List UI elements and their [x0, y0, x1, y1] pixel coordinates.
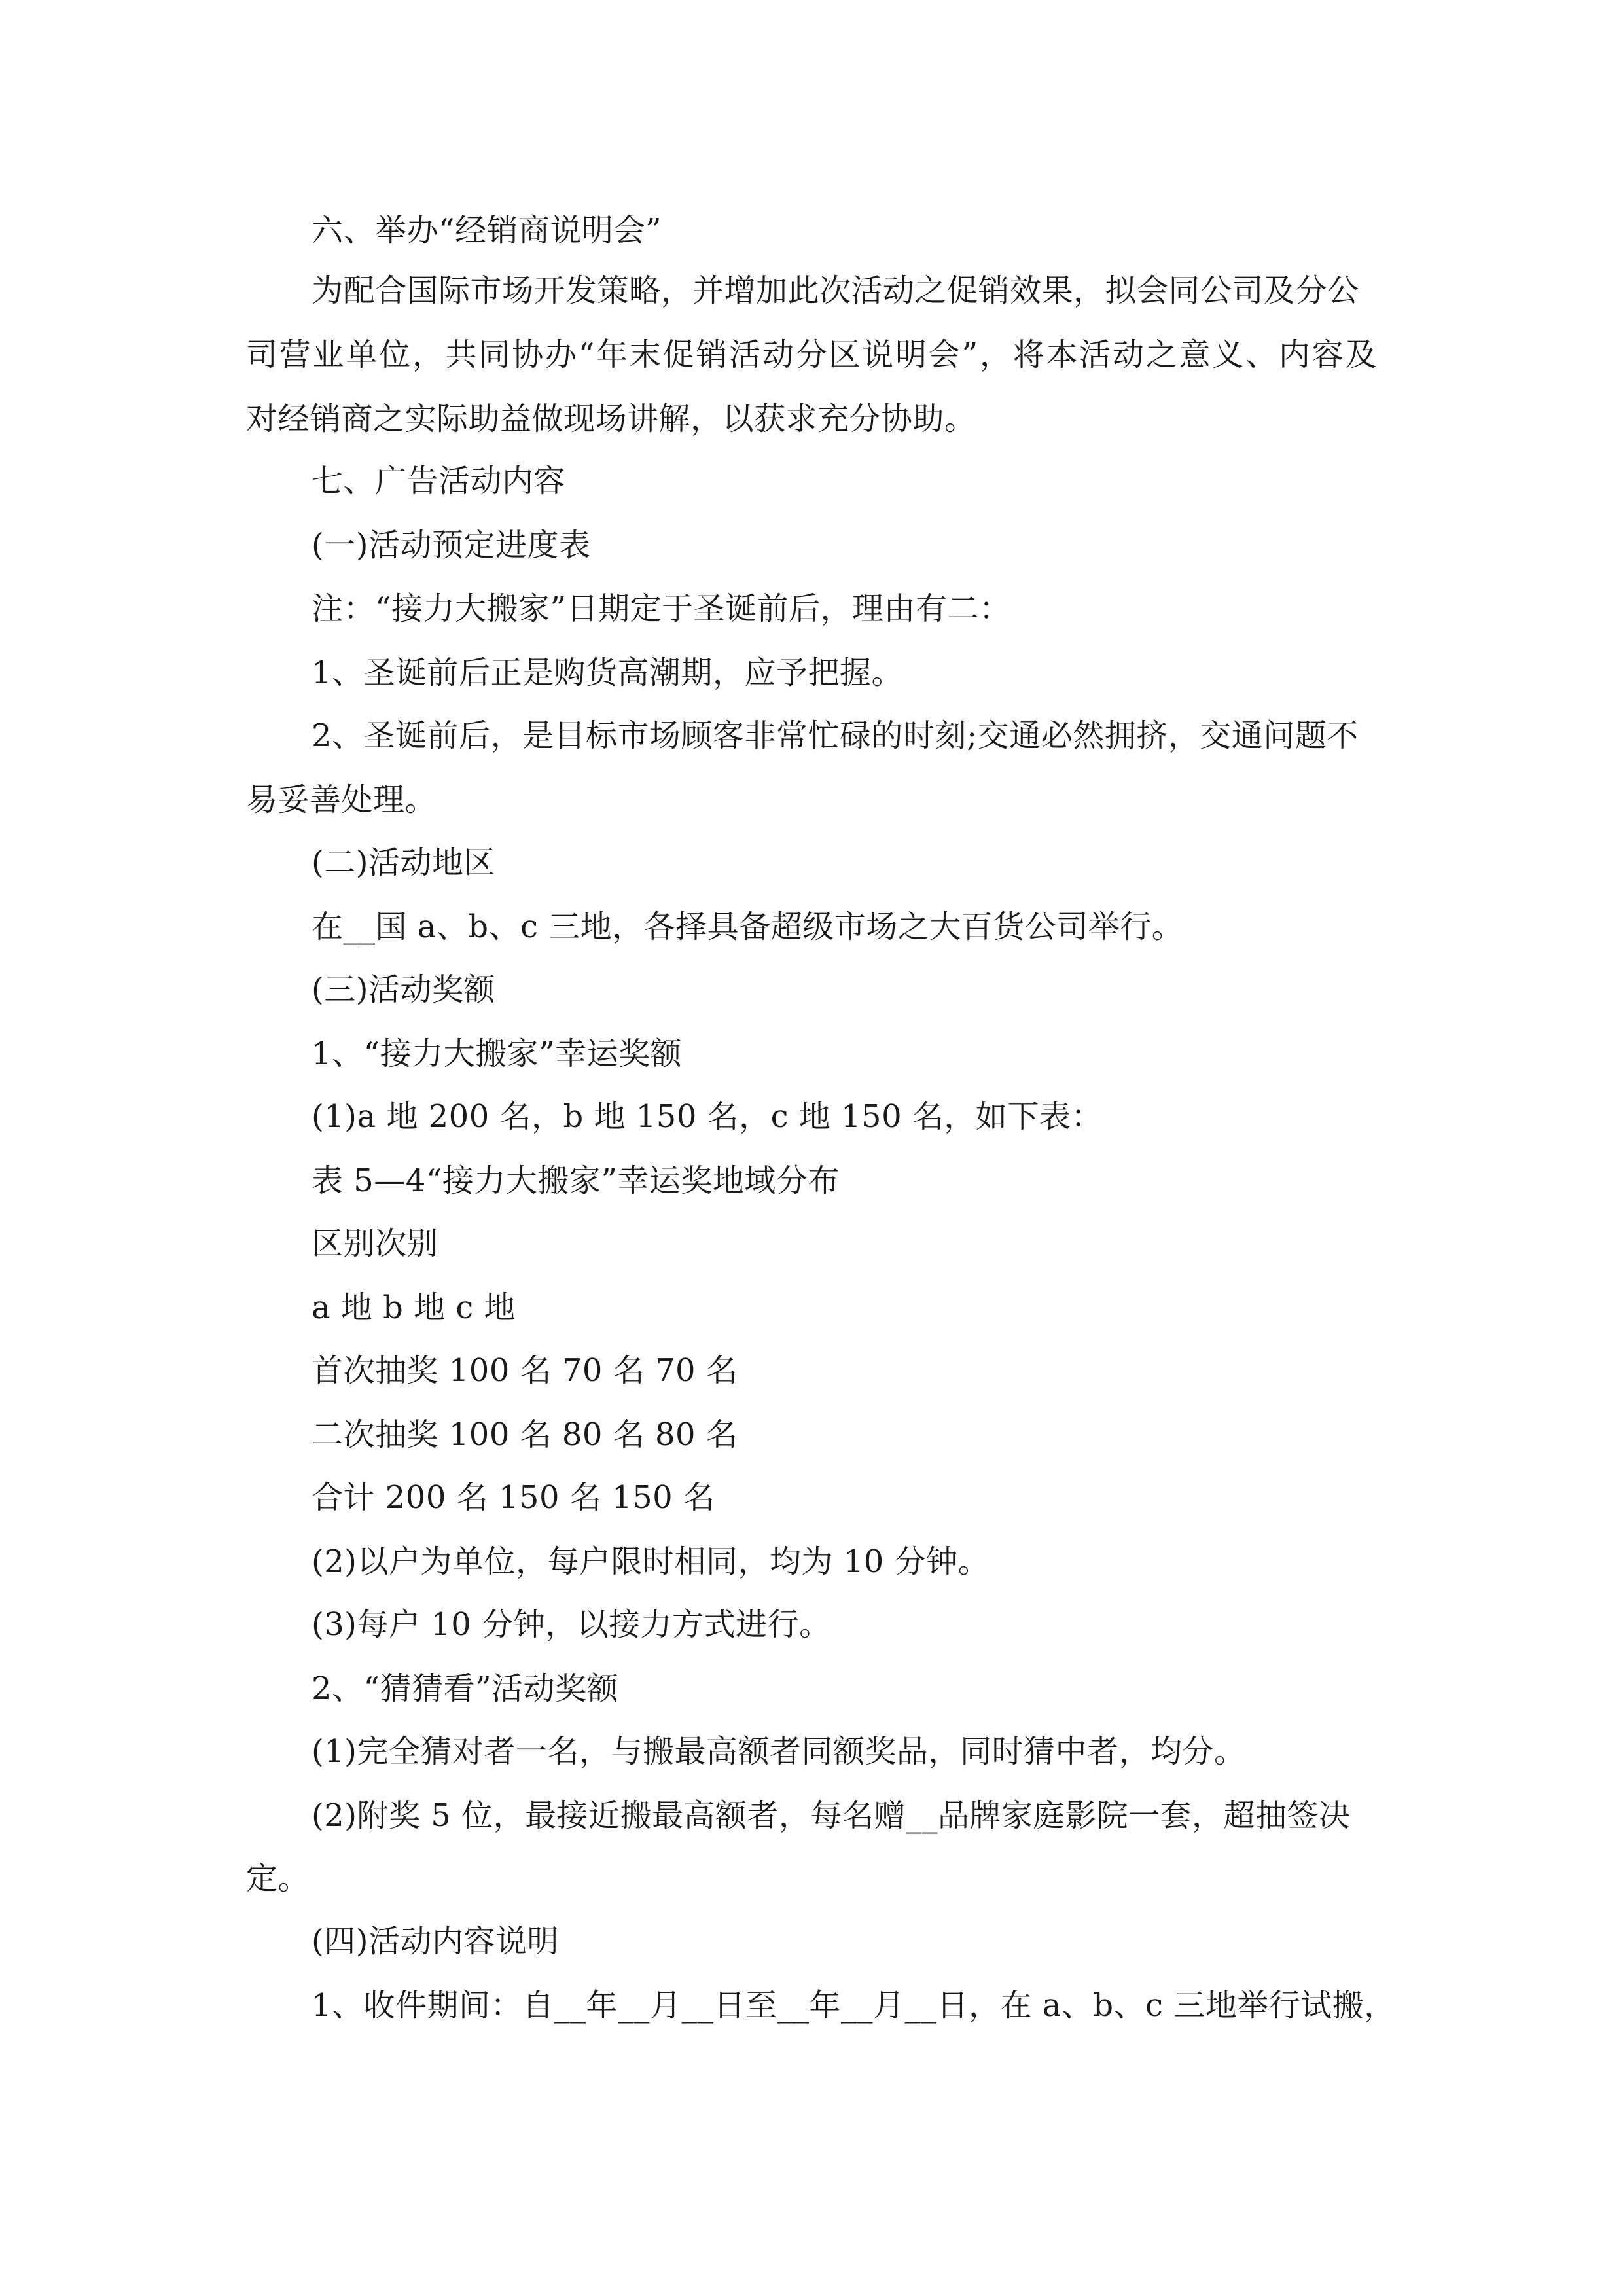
section-heading-7: 七、广告活动内容 — [312, 463, 566, 499]
list-item: 2、“猜猜看”活动奖额 — [312, 1670, 619, 1707]
list-item: (3)每户 10 分钟，以接力方式进行。 — [312, 1606, 831, 1643]
table-caption: 表 5—4“接力大搬家”幸运奖地域分布 — [312, 1162, 840, 1199]
list-item: (1)a 地 200 名，b 地 150 名，c 地 150 名，如下表： — [312, 1098, 1103, 1135]
table-row: 合计 200 名 150 名 150 名 — [312, 1479, 715, 1516]
subsection-heading-4: (四)活动内容说明 — [312, 1923, 559, 1960]
paragraph-line: 在__国 a、b、c 三地，各择具备超级市场之大百货公司举行。 — [312, 908, 1184, 945]
table-row: 区别次别 — [312, 1225, 439, 1262]
subsection-heading-3: (三)活动奖额 — [312, 971, 495, 1008]
list-item: (2)附奖 5 位，最接近搬最高额者，每名赠__品牌家庭影院一套，超抽签决 — [312, 1797, 1351, 1834]
list-item: 1、圣诞前后正是购货高潮期，应予把握。 — [312, 655, 904, 691]
paragraph-line: 对经销商之实际助益做现场讲解，以获求充分协助。 — [246, 401, 976, 437]
paragraph-line: 易妥善处理。 — [246, 781, 437, 818]
list-item: (1)完全猜对者一名，与搬最高额者同额奖品，同时猜中者，均分。 — [312, 1733, 1246, 1770]
list-item: 1、收件期间：自__年__月__日至__年__月__日，在 a、b、c 三地举行试搬， — [312, 1987, 1396, 2024]
paragraph-line: 定。 — [246, 1860, 310, 1897]
subsection-heading-2: (二)活动地区 — [312, 844, 495, 881]
list-item: (2)以户为单位，每户限时相同，均为 10 分钟。 — [312, 1543, 990, 1580]
table-row: 二次抽奖 100 名 80 名 80 名 — [312, 1416, 738, 1453]
paragraph-line: 为配合国际市场开发策略，并增加此次活动之促销效果，拟会同公司及分公 — [312, 272, 1359, 309]
list-item: 1、“接力大搬家”幸运奖额 — [312, 1035, 683, 1072]
subsection-heading-1: (一)活动预定进度表 — [312, 527, 591, 564]
list-item: 2、圣诞前后，是目标市场顾客非常忙碌的时刻;交通必然拥挤，交通问题不 — [312, 717, 1359, 754]
section-heading-6: 六、举办“经销商说明会” — [312, 212, 662, 249]
table-row: a 地 b 地 c 地 — [312, 1289, 516, 1326]
paragraph-line: 注：“接力大搬家”日期定于圣诞前后，理由有二： — [312, 590, 1011, 627]
table-row: 首次抽奖 100 名 70 名 70 名 — [312, 1352, 738, 1389]
paragraph-line: 司营业单位，共同协办“年末促销活动分区说明会”，将本活动之意义、内容及 — [246, 336, 1377, 373]
